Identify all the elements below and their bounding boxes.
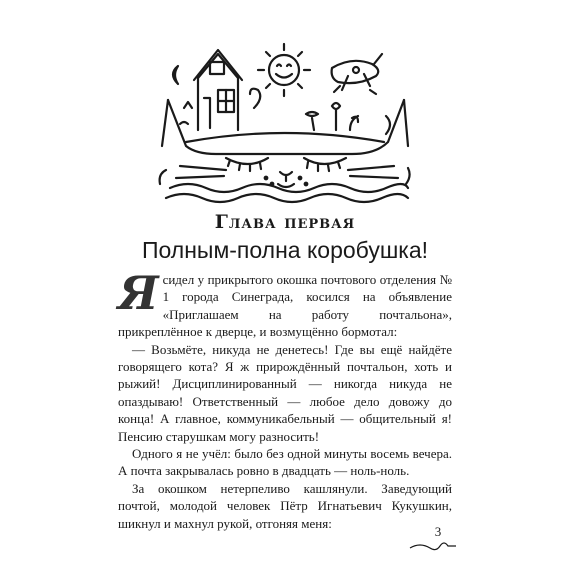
chapter-illustration xyxy=(156,38,414,206)
paragraph: За окошком нетерпеливо кашлянули. Заведующий почтой, молодой человек Пётр Игнатьевич Кукушкин, шикнул и махнул рукой, отгоняя меня: xyxy=(118,480,452,531)
body-text xyxy=(118,266,452,532)
drop-cap: Я xyxy=(118,266,159,320)
cat-head xyxy=(168,100,404,154)
cat-eye-right xyxy=(304,158,346,164)
page-ornament-icon xyxy=(408,540,458,552)
sun-icon xyxy=(258,44,310,96)
paragraph-text: сидел у прикрытого окошка почтового отделения № 1 города Синеграда, косился на объявление «Приглашаем на работу почтальона», прикреплённое к дверце, и возмущённо бормотал: xyxy=(118,272,452,340)
paragraph: — Возьмёте, никуда не денетесь! Где вы ещё найдёте говорящего кота? Я ж прирождённый почтальон, хоть и рыжий! Дисциплинированный — никогда никуда не опаздываю! Ответственный — любое дело довожу до конца! А главное, коммуникабельный — общительный я! Пенсию старушкам могу разносить! xyxy=(118,341,452,444)
cat-nose xyxy=(278,172,294,187)
chapter-label: Глава первая xyxy=(214,211,356,233)
flower-icon xyxy=(332,103,340,130)
page-number: 3 xyxy=(434,524,442,539)
paragraph xyxy=(118,266,452,341)
moon-icon xyxy=(173,66,178,84)
chapter-title: Полным-полна коробушка! xyxy=(141,237,429,263)
cat-eye-left xyxy=(226,158,268,164)
airplane-icon xyxy=(332,54,382,94)
paragraph: Одного я не учёл: было без одной минуты восемь вечера. А почта закрывалась ровно в двадцать — ноль-ноль. xyxy=(118,446,452,479)
